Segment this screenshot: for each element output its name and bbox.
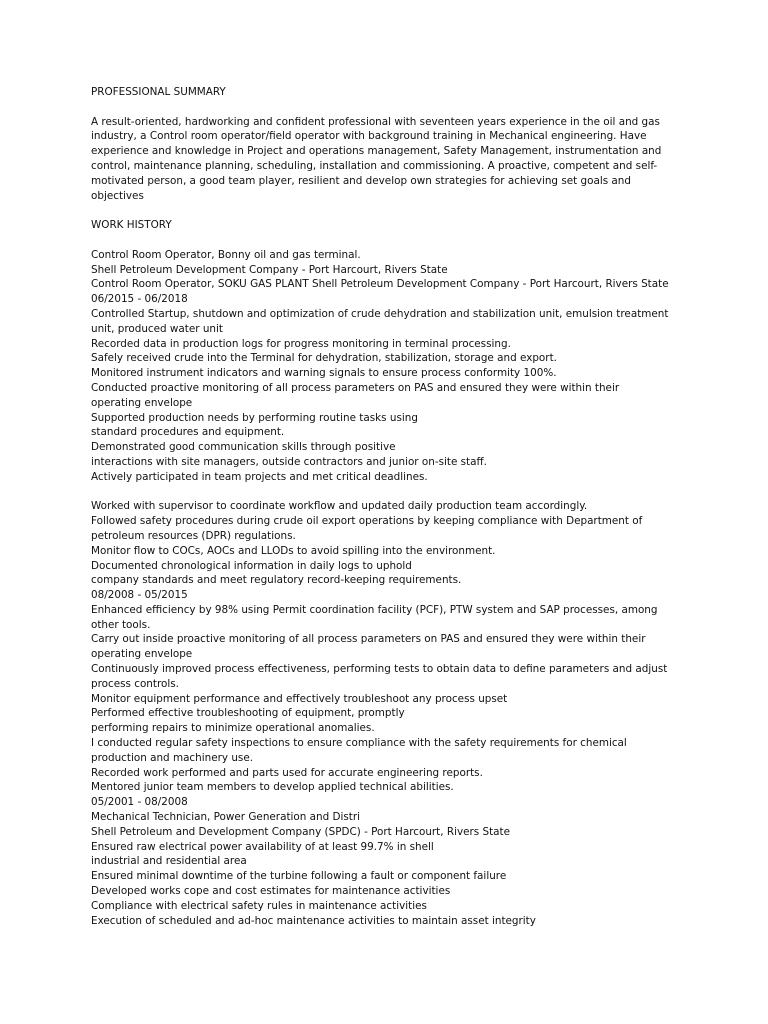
work-line: operating envelope	[91, 396, 193, 409]
work-line: company standards and meet regulatory record-keeping requirements.	[91, 574, 462, 587]
work-history-block-1	[91, 248, 681, 485]
resume-page	[91, 85, 681, 928]
work-line: Enhanced efficiency by 98% using Permit coordination facility (PCF), PTW system and SAP processes, among	[91, 603, 658, 616]
work-line: unit, produced water unit	[91, 322, 223, 335]
work-line: production and machinery use.	[91, 751, 254, 764]
work-line: Developed works cope and cost estimates for maintenance activities	[91, 885, 451, 898]
work-line: Control Room Operator, Bonny oil and gas terminal.	[91, 248, 361, 261]
work-line: Performed effective troubleshooting of equipment, promptly	[91, 707, 405, 720]
work-line: Ensured minimal downtime of the turbine following a fault or component failure	[91, 870, 507, 883]
work-line: process controls.	[91, 677, 179, 690]
summary-line: industry, a Control room operator/field operator with background training in Mechanical engineering. Have	[91, 130, 647, 143]
work-line: Recorded work performed and parts used for accurate engineering reports.	[91, 766, 483, 779]
work-line: Execution of scheduled and ad-hoc maintenance activities to maintain asset integrity	[91, 914, 536, 927]
summary-line: A result-oriented, hardworking and confident professional with seventeen years experience in the oil and gas	[91, 115, 660, 128]
spacer	[91, 485, 681, 500]
summary-line: experience and knowledge in Project and operations management, Safety Management, instrumentation and	[91, 145, 662, 158]
work-line: Controlled Startup, shutdown and optimization of crude dehydration and stabilization unit, emulsion treatment	[91, 307, 669, 320]
work-line: Recorded data in production logs for progress monitoring in terminal processing.	[91, 337, 511, 350]
spacer	[91, 203, 681, 218]
work-line: performing repairs to minimize operational anomalies.	[91, 722, 375, 735]
work-line: standard procedures and equipment.	[91, 426, 285, 439]
work-line: Conducted proactive monitoring of all process parameters on PAS and ensured they were within their	[91, 381, 620, 394]
spacer	[91, 233, 681, 248]
work-line: Mechanical Technician, Power Generation and Distri	[91, 811, 361, 824]
work-line: Mentored junior team members to develop applied technical abilities.	[91, 781, 454, 794]
date-range: 08/2008 - 05/2015	[91, 589, 188, 602]
work-line: Safely received crude into the Terminal for dehydration, stabilization, storage and export.	[91, 352, 557, 365]
work-line: Monitored instrument indicators and warning signals to ensure process conformity 100%.	[91, 367, 557, 380]
work-line: Ensured raw electrical power availability of at least 99.7% in shell	[91, 840, 434, 853]
date-range: 06/2015 - 06/2018	[91, 293, 188, 306]
work-line: Continuously improved process effectiveness, performing tests to obtain data to define parameters and adjust	[91, 663, 668, 676]
work-line: Followed safety procedures during crude oil export operations by keeping compliance with Department of	[91, 515, 643, 528]
work-line: industrial and residential area	[91, 855, 247, 868]
work-line: Shell Petroleum Development Company - Port Harcourt, Rivers State	[91, 263, 448, 276]
work-line: Monitor flow to COCs, AOCs and LLODs to avoid spilling into the environment.	[91, 544, 496, 557]
work-line: Carry out inside proactive monitoring of all process parameters on PAS and ensured they were within their	[91, 633, 646, 646]
work-line: Documented chronological information in daily logs to uphold	[91, 559, 412, 572]
work-line: Compliance with electrical safety rules in maintenance activities	[91, 899, 427, 912]
work-line: petroleum resources (DPR) regulations.	[91, 529, 296, 542]
work-line: operating envelope	[91, 648, 193, 661]
summary-paragraph	[91, 115, 681, 204]
summary-line: motivated person, a good team player, resilient and develop own strategies for achieving set goals and	[91, 174, 631, 187]
work-history-heading: WORK HISTORY	[91, 219, 172, 232]
work-line: Supported production needs by performing routine tasks using	[91, 411, 418, 424]
work-history-block-2	[91, 499, 681, 928]
summary-heading: PROFESSIONAL SUMMARY	[91, 86, 226, 98]
spacer	[91, 100, 681, 115]
work-line: Worked with supervisor to coordinate workflow and updated daily production team accordingly.	[91, 500, 588, 513]
work-line: Control Room Operator, SOKU GAS PLANT Shell Petroleum Development Company - Port Harcourt, Rivers State	[91, 278, 669, 291]
work-line: I conducted regular safety inspections to ensure compliance with the safety requirements for chemical	[91, 737, 627, 750]
date-range: 05/2001 - 08/2008	[91, 796, 188, 809]
work-line: Monitor equipment performance and effectively troubleshoot any process upset	[91, 692, 508, 705]
work-line: other tools.	[91, 618, 151, 631]
work-line: interactions with site managers, outside contractors and junior on-site staff.	[91, 455, 487, 468]
summary-line: control, maintenance planning, scheduling, installation and commissioning. A proactive, competent and self-	[91, 159, 658, 172]
work-line: Demonstrated good communication skills through positive	[91, 441, 396, 454]
work-line: Actively participated in team projects and met critical deadlines.	[91, 470, 428, 483]
work-line: Shell Petroleum and Development Company (SPDC) - Port Harcourt, Rivers State	[91, 825, 510, 838]
summary-line: objectives	[91, 189, 144, 202]
